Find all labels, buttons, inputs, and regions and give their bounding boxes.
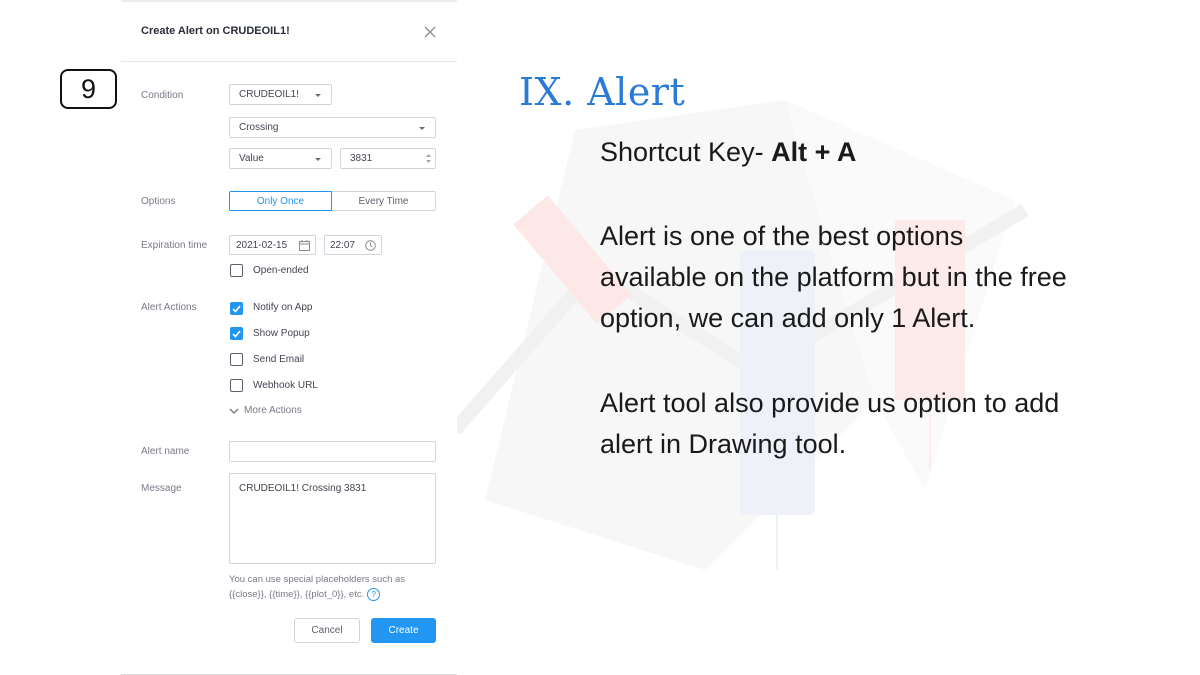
paragraph-1-line: available on the platform but in the free [600, 262, 1067, 292]
target-value-text: 3831 [350, 153, 373, 164]
target-type-select[interactable] [229, 148, 332, 169]
expiration-time-input[interactable] [324, 235, 382, 255]
notify-on-app-checkbox[interactable] [230, 302, 243, 315]
condition-label: Condition [141, 90, 184, 101]
chevron-down-icon [315, 94, 321, 97]
paragraph-2-line: Alert tool also provide us option to add [600, 388, 1060, 418]
chevron-down-icon [419, 127, 425, 130]
paragraph-1-line: Alert is one of the best options [600, 221, 964, 251]
trigger-frequency-toggle [229, 191, 436, 211]
calendar-icon[interactable] [299, 240, 310, 251]
show-popup-checkbox[interactable] [230, 327, 243, 340]
paragraph-2 [600, 383, 1059, 465]
more-actions-label: More Actions [244, 405, 302, 416]
show-popup-label: Show Popup [253, 328, 310, 339]
alert-name-label: Alert name [141, 446, 190, 457]
symbol-select[interactable] [229, 84, 332, 105]
dialog-title: Create Alert on CRUDEOIL1! [141, 25, 290, 37]
clock-icon[interactable] [365, 240, 376, 251]
paragraph-1 [600, 216, 1067, 339]
open-ended-label: Open-ended [253, 265, 309, 276]
dialog-top-border [121, 0, 457, 2]
symbol-select-value: CRUDEOIL1! [239, 89, 300, 100]
target-type-value: Value [239, 153, 264, 164]
condition-select[interactable] [229, 117, 436, 138]
send-email-checkbox[interactable] [230, 353, 243, 366]
hint-line-1: You can use special placeholders such as [229, 574, 406, 585]
step-number-badge: 9 [60, 69, 117, 109]
more-actions-toggle[interactable] [229, 405, 302, 416]
stepper-icon[interactable] [425, 152, 432, 165]
checkmark-icon [232, 330, 241, 338]
close-icon[interactable] [424, 26, 436, 38]
checkmark-icon [232, 305, 241, 313]
message-textarea[interactable] [229, 473, 436, 564]
create-button[interactable]: Create [371, 618, 436, 643]
open-ended-checkbox[interactable] [230, 264, 243, 277]
message-label: Message [141, 483, 182, 494]
shortcut-prefix: Shortcut Key- [600, 137, 772, 167]
notify-on-app-label: Notify on App [253, 302, 313, 313]
expiration-time-value: 22:07 [330, 239, 356, 251]
expiration-label: Expiration time [141, 240, 208, 251]
paragraph-1-line: option, we can add only 1 Alert. [600, 303, 976, 333]
shortcut-keys: Alt + A [771, 137, 857, 167]
help-icon[interactable]: ? [367, 588, 380, 601]
options-label: Options [141, 196, 176, 207]
message-text: CRUDEOIL1! Crossing 3831 [239, 483, 367, 494]
expiration-date-value: 2021-02-15 [236, 239, 288, 251]
alert-actions-label: Alert Actions [141, 302, 197, 313]
webhook-url-checkbox[interactable] [230, 379, 243, 392]
hint-line-2: {{close}}, {{time}}, {{plot_0}}, etc. [229, 589, 365, 600]
alert-name-input[interactable] [229, 441, 436, 462]
only-once-button[interactable]: Only Once [229, 191, 332, 211]
cancel-button[interactable]: Cancel [294, 618, 360, 643]
expiration-date-input[interactable] [229, 235, 316, 255]
chevron-down-icon [229, 408, 239, 414]
dialog-header-divider [121, 61, 457, 62]
slide-heading: IX. Alert [519, 70, 686, 114]
every-time-button[interactable]: Every Time [332, 191, 436, 211]
target-value-input[interactable] [340, 148, 436, 169]
chevron-down-icon [315, 158, 321, 161]
webhook-url-label: Webhook URL [253, 380, 318, 391]
condition-select-value: Crossing [239, 122, 279, 133]
send-email-label: Send Email [253, 354, 305, 365]
paragraph-2-line: alert in Drawing tool. [600, 429, 847, 459]
placeholder-hint [229, 572, 439, 602]
shortcut-line [600, 132, 856, 173]
